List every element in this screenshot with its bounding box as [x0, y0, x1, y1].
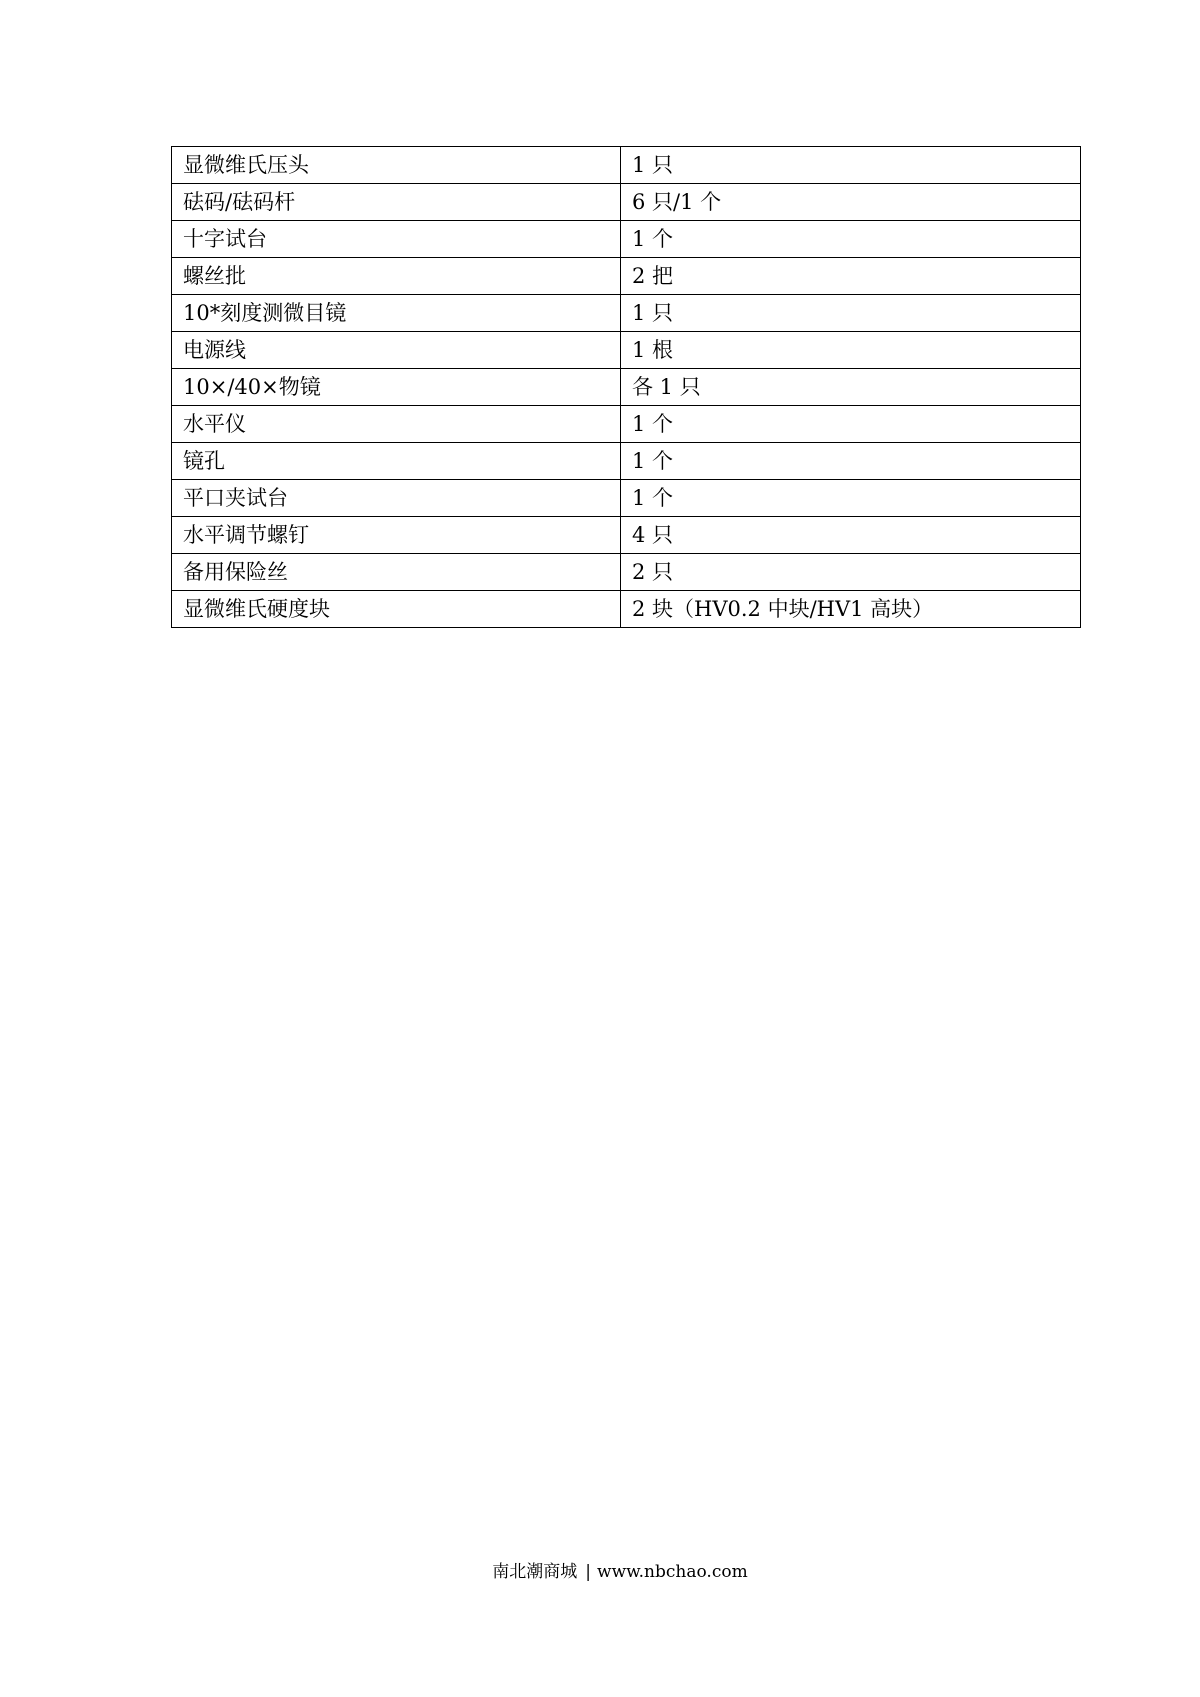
item-name-cell: 平口夹试台 [172, 480, 621, 517]
table-row [172, 295, 1081, 332]
table-row [172, 184, 1081, 221]
table-row [172, 221, 1081, 258]
item-quantity-cell: 6 只/1 个 [621, 184, 1081, 221]
item-name-cell: 10×/40×物镜 [172, 369, 621, 406]
item-quantity-cell: 2 把 [621, 258, 1081, 295]
item-quantity-cell: 1 个 [621, 406, 1081, 443]
table-row [172, 443, 1081, 480]
page-footer [0, 1560, 1200, 1584]
footer-url-link[interactable]: www.nbchao.com [597, 1562, 748, 1582]
item-name-cell: 镜孔 [172, 443, 621, 480]
item-quantity-cell: 1 个 [621, 480, 1081, 517]
item-quantity-cell: 2 块（HV0.2 中块/HV1 高块） [621, 591, 1081, 628]
item-name-cell: 备用保险丝 [172, 554, 621, 591]
item-name-cell: 10*刻度测微目镜 [172, 295, 621, 332]
table-row [172, 147, 1081, 184]
item-quantity-cell: 4 只 [621, 517, 1081, 554]
table-row [172, 554, 1081, 591]
item-name-cell: 电源线 [172, 332, 621, 369]
item-name-cell: 显微维氏压头 [172, 147, 621, 184]
parts-list-table [171, 146, 1081, 628]
table-row [172, 406, 1081, 443]
item-name-cell: 水平调节螺钉 [172, 517, 621, 554]
table-row [172, 591, 1081, 628]
item-name-cell: 显微维氏硬度块 [172, 591, 621, 628]
footer-site-name: 南北潮商城 [492, 1562, 578, 1582]
item-name-cell: 十字试台 [172, 221, 621, 258]
item-name-cell: 螺丝批 [172, 258, 621, 295]
item-quantity-cell: 1 个 [621, 221, 1081, 258]
item-name-cell: 水平仪 [172, 406, 621, 443]
item-quantity-cell: 各 1 只 [621, 369, 1081, 406]
table-row [172, 480, 1081, 517]
table-row [172, 332, 1081, 369]
item-quantity-cell: 1 个 [621, 443, 1081, 480]
item-name-cell: 砝码/砝码杆 [172, 184, 621, 221]
parts-list-body [172, 147, 1081, 628]
table-row [172, 517, 1081, 554]
item-quantity-cell: 1 只 [621, 147, 1081, 184]
item-quantity-cell: 1 根 [621, 332, 1081, 369]
table-row [172, 369, 1081, 406]
footer-separator: | [585, 1562, 592, 1582]
table-row [172, 258, 1081, 295]
item-quantity-cell: 2 只 [621, 554, 1081, 591]
item-quantity-cell: 1 只 [621, 295, 1081, 332]
